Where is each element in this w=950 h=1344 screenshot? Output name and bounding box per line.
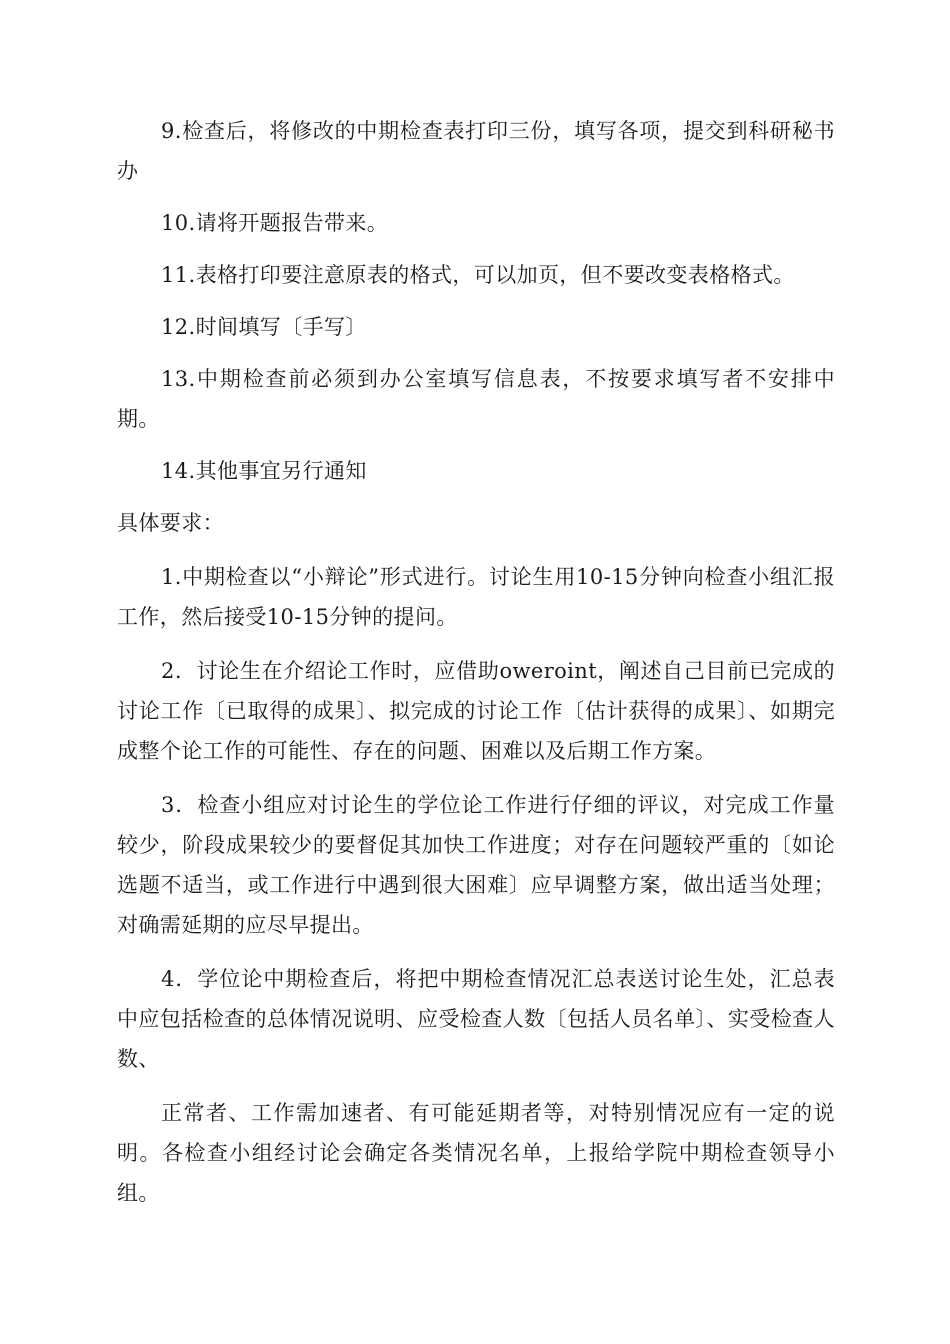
list-item-14: 14.其他事宜另行通知 [161,459,367,483]
requirement-3: 3．检查小组应对讨论生的学位论工作进行仔细的评议，对完成工作量较少，阶段成果较少的要督促其加快工作进度；对存在问题较严重的〔如论选题不适当，或工作进行中遇到很大困难〕应早调整方案，做出适当处理；对确需延期的应尽早提出。 [117,793,835,937]
requirement-4-continued: 正常者、工作需加速者、有可能延期者等，对特别情况应有一定的说明。各检查小组经讨论会确定各类情况名单，上报给学院中期检查领导小组。 [117,1101,835,1205]
document-body [117,111,835,1213]
list-item-9: 9.检查后，将修改的中期检查表打印三份，填写各项，提交到科研秘书办 [117,119,835,183]
list-item-11: 11.表格打印要注意原表的格式，可以加页，但不要改变表格格式。 [161,263,795,287]
requirement-1: 1.中期检查以“小辩论”形式进行。讨论生用10-15分钟向检查小组汇报工作，然后接受10-15分钟的提问。 [117,565,835,629]
list-item-13: 13.中期检查前必须到办公室填写信息表，不按要求填写者不安排中期。 [117,367,835,431]
section-heading: 具体要求： [117,511,224,535]
list-item-12: 12.时间填写〔手写〕 [161,315,367,339]
list-item-10: 10.请将开题报告带来。 [161,211,389,235]
requirement-4: 4．学位论中期检查后，将把中期检查情况汇总表送讨论生处，汇总表中应包括检查的总体情况说明、应受检查人数〔包括人员名单〕、实受检查人数、 [117,967,835,1071]
requirement-2: 2．讨论生在介绍论工作时，应借助oweroint，阐述自己目前已完成的讨论工作〔已取得的成果〕、拟完成的讨论工作〔估计获得的成果〕、如期完成整个论工作的可能性、存在的问题、困难以及后期工作方案。 [117,659,835,763]
